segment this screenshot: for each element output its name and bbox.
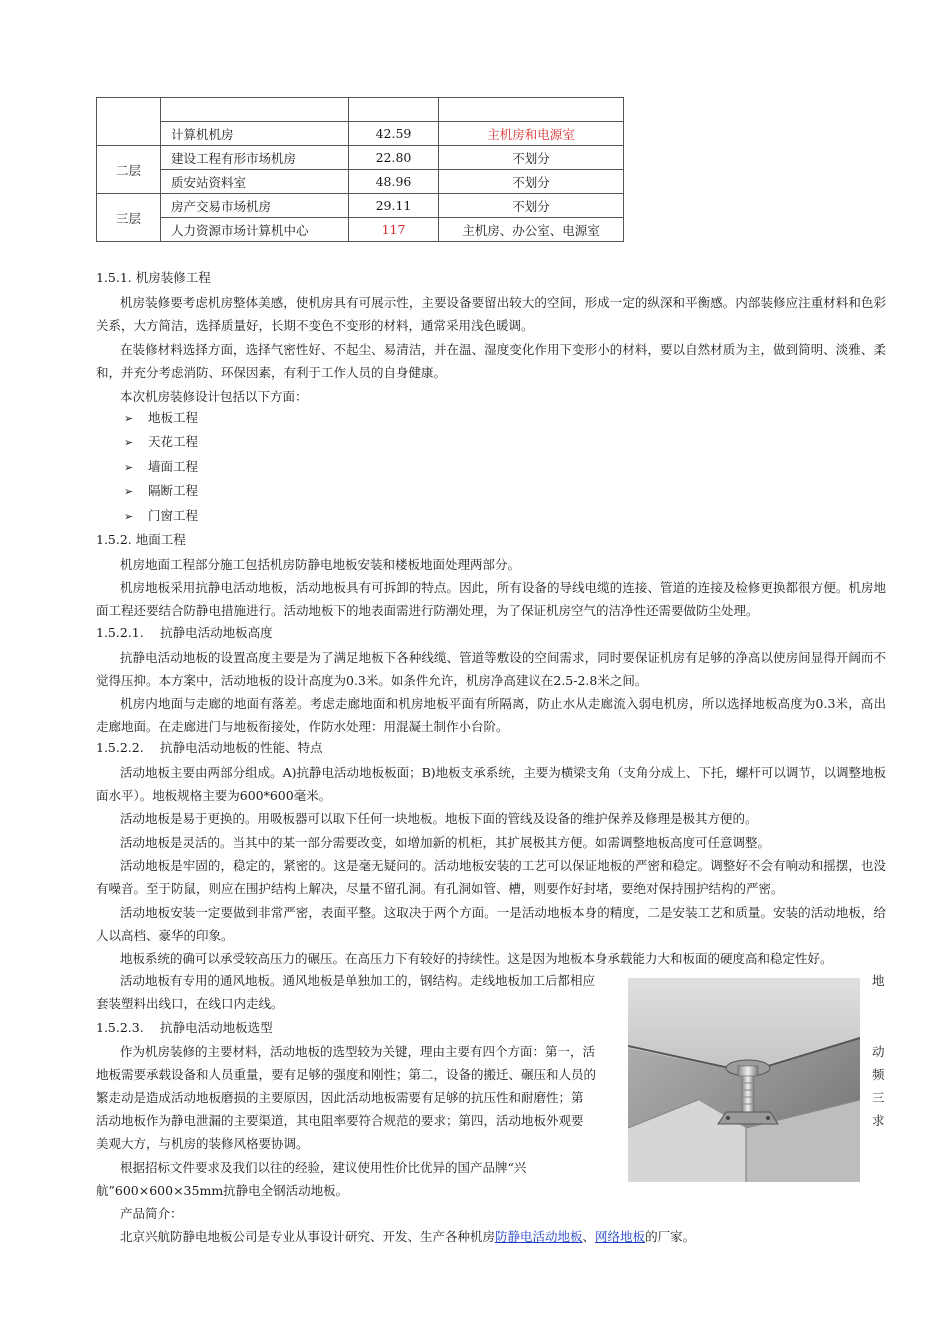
paragraph-line: 作为机房装修的主要材料，活动地板的选型较为关键，理由主要有四个方面：第一，活 (120, 1044, 596, 1059)
list-item (124, 408, 198, 426)
section-heading-1-5-2-3: 1.5.2.3. 抗静电活动地板选型 (96, 1020, 273, 1035)
list-item-label: 隔断工程 (148, 483, 199, 498)
area-cell: 42.59 (349, 122, 439, 146)
section-heading-1-5-2: 1.5.2. 地面工程 (96, 532, 186, 547)
table-row (97, 146, 624, 170)
paragraph-line-wrap: 求 (872, 1113, 885, 1128)
division-cell: 不划分 (439, 194, 624, 218)
division-cell: 不划分 (439, 170, 624, 194)
table-row (97, 218, 624, 242)
area-cell: 48.96 (349, 170, 439, 194)
paragraph-line: 繁走动是造成活动地板磨损的主要原因，因此活动地板需要有足够的抗压性和耐磨性；第 (96, 1090, 584, 1105)
floor-cell (97, 98, 161, 146)
paragraph-line-wrap: 地 (872, 973, 885, 988)
division-cell: 主机房和电源室 (439, 122, 624, 146)
division-cell: 主机房、办公室、电源室 (439, 218, 624, 242)
bullet-arrow-icon: ➢ (124, 461, 134, 474)
floor-cell: 二层 (97, 146, 161, 194)
room-name-cell: 房产交易市场机房 (161, 194, 349, 218)
paragraph-line-wrap: 频 (872, 1067, 885, 1082)
paragraph: 活动地板安装一定要做到非常严密，表面平整。这取决于两个方面。一是活动地板本身的精度，二是安装工艺和质量。安装的活动地板，给人以高档、豪华的印象。 (96, 905, 886, 944)
room-name-cell: 人力资源市场计算机中心 (161, 218, 349, 242)
area-cell: 22.80 (349, 146, 439, 170)
room-area-table (96, 97, 624, 242)
table-row (97, 194, 624, 218)
section-heading-1-5-2-1: 1.5.2.1. 抗静电活动地板高度 (96, 625, 273, 640)
paragraph-line: 套装塑料出线口，在线口内走线。 (96, 996, 284, 1011)
product-intro-text: 北京兴航防静电地板公司是专业从事设计研究、开发、生产各种机房防静电活动地板、网络地板的厂家。 (120, 1229, 696, 1244)
paragraph-line: 地板需要承载设备和人员重量，要有足够的强度和刚性；第二，设备的搬迁、碾压和人员的 (96, 1067, 597, 1082)
list-item (124, 481, 198, 499)
paragraph: 抗静电活动地板的设置高度主要是为了满足地板下各种线缆、管道等敷设的空间需求，同时要保证机房有足够的净高以使房间显得开阔而不觉得压抑。本方案中，活动地板的设计高度为0.3米。如条件允许，机房净高建议在2.5-2.8米之间。 (96, 650, 886, 689)
paragraph: 本次机房装修设计包括以下方面： (120, 389, 308, 404)
list-item (124, 506, 198, 524)
area-cell: 117 (349, 218, 439, 242)
paragraph-line: 航”600×600×35mm抗静电全钢活动地板。 (96, 1183, 349, 1198)
list-item (124, 432, 198, 450)
paragraph-line: 根据招标文件要求及我们以往的经验，建议使用性价比优异的国产品牌“兴 (120, 1160, 527, 1175)
room-name-cell: 建设工程有形市场机房 (161, 146, 349, 170)
division-cell: 不划分 (439, 146, 624, 170)
room-name-cell: 计算机机房 (161, 122, 349, 146)
table-row (97, 170, 624, 194)
bullet-arrow-icon: ➢ (124, 436, 134, 449)
list-item (124, 457, 198, 475)
paragraph: 机房内地面与走廊的地面有落差。考虑走廊地面和机房地板平面有所隔离，防止水从走廊流入弱电机房，所以选择地板高度为0.3米，高出走廊地面。在走廊进门与地板衔接处，作防水处理：用混凝土制作小台阶。 (96, 696, 886, 735)
paragraph: 活动地板是牢固的，稳定的，紧密的。这是毫无疑问的。活动地板安装的工艺可以保证地板的严密和稳定。调整好不会有响动和摇摆，也没有噪音。至于防鼠，则应在围护结构上解决，尽量不留孔洞。有孔洞如管、槽，则要作好封堵，要绝对保持围护结构的严密。 (96, 858, 886, 897)
paragraph: 地板系统的确可以承受较高压力的碾压。在高压力下有较好的持续性。这是因为地板本身承载能力大和板面的硬度高和稳定性好。 (120, 951, 833, 966)
paragraph-line: 活动地板作为静电泄漏的主要渠道，其电阻率要符合规范的要求；第四，活动地板外观要 (96, 1113, 584, 1128)
paragraph: 活动地板是灵活的。当其中的某一部分需要改变，如增加新的机柜，其扩展极其方便。如需调整地板高度可任意调整。 (120, 835, 771, 850)
network-floor-link[interactable]: 网络地板 (595, 1229, 646, 1244)
paragraph-line-wrap: 动 (872, 1044, 885, 1059)
paragraph: 活动地板是易于更换的。用吸板器可以取下任何一块地板。地板下面的管线及设备的维护保养及修理是极其方便的。 (120, 811, 758, 826)
floor-cell: 三层 (97, 194, 161, 242)
bullet-arrow-icon: ➢ (124, 510, 134, 523)
section-heading-1-5-2-2: 1.5.2.2. 抗静电活动地板的性能、特点 (96, 740, 323, 755)
list-item-label: 天花工程 (148, 434, 199, 449)
bullet-arrow-icon: ➢ (124, 485, 134, 498)
paragraph: 机房装修要考虑机房整体美感，使机房具有可展示性，主要设备要留出较大的空间，形成一定的纵深和平衡感。内部装修应注重材料和色彩关系，大方简洁，选择质量好，长期不变色不变形的材料，通常采用浅色暖调。 (96, 295, 886, 334)
paragraph-line: 活动地板有专用的通风地板。通风地板是单独加工的，钢结构。走线地板加工后都相应 (120, 973, 596, 988)
paragraph: 活动地板主要由两部分组成。A)抗静电活动地板板面；B)地板支承系统，主要为横梁支角（支角分成上、下托，螺杆可以调节，以调整地板面水平）。地板规格主要为600*600毫米。 (96, 765, 886, 804)
paragraph: 机房地板采用抗静电活动地板，活动地板具有可拆卸的特点。因此，所有设备的导线电缆的连接、管道的连接及检修更换都很方便。机房地面工程还要结合防静电措施进行。活动地板下的地表面需进行防潮处理，为了保证机房空气的洁净性还需要做防尘处理。 (96, 580, 886, 619)
list-item-label: 墙面工程 (148, 459, 199, 474)
area-cell (349, 98, 439, 122)
bullet-arrow-icon: ➢ (124, 412, 134, 425)
section-heading-1-5-1: 1.5.1. 机房装修工程 (96, 270, 211, 285)
paragraph: 机房地面工程部分施工包括机房防静电地板安装和楼板地面处理两部分。 (120, 557, 521, 572)
table-row (97, 98, 624, 122)
paragraph: 在装修材料选择方面，选择气密性好、不起尘、易清洁，并在温、湿度变化作用下变形小的材料，要以自然材质为主，做到简明、淡雅、柔和，并充分考虑消防、环保因素，有利于工作人员的自身健康。 (96, 342, 886, 381)
room-name-cell: 质安站资料室 (161, 170, 349, 194)
paragraph-line: 美观大方，与机房的装修风格要协调。 (96, 1136, 309, 1151)
list-item-label: 门窗工程 (148, 508, 199, 523)
antistatic-floor-link[interactable]: 防静电活动地板 (495, 1229, 583, 1244)
table-row (97, 122, 624, 146)
room-name-cell (161, 98, 349, 122)
area-cell: 29.11 (349, 194, 439, 218)
product-intro-label: 产品简介： (120, 1206, 183, 1221)
raised-floor-photo (628, 978, 860, 1182)
list-item-label: 地板工程 (148, 410, 199, 425)
division-cell (439, 98, 624, 122)
paragraph-line-wrap: 三 (872, 1090, 885, 1105)
